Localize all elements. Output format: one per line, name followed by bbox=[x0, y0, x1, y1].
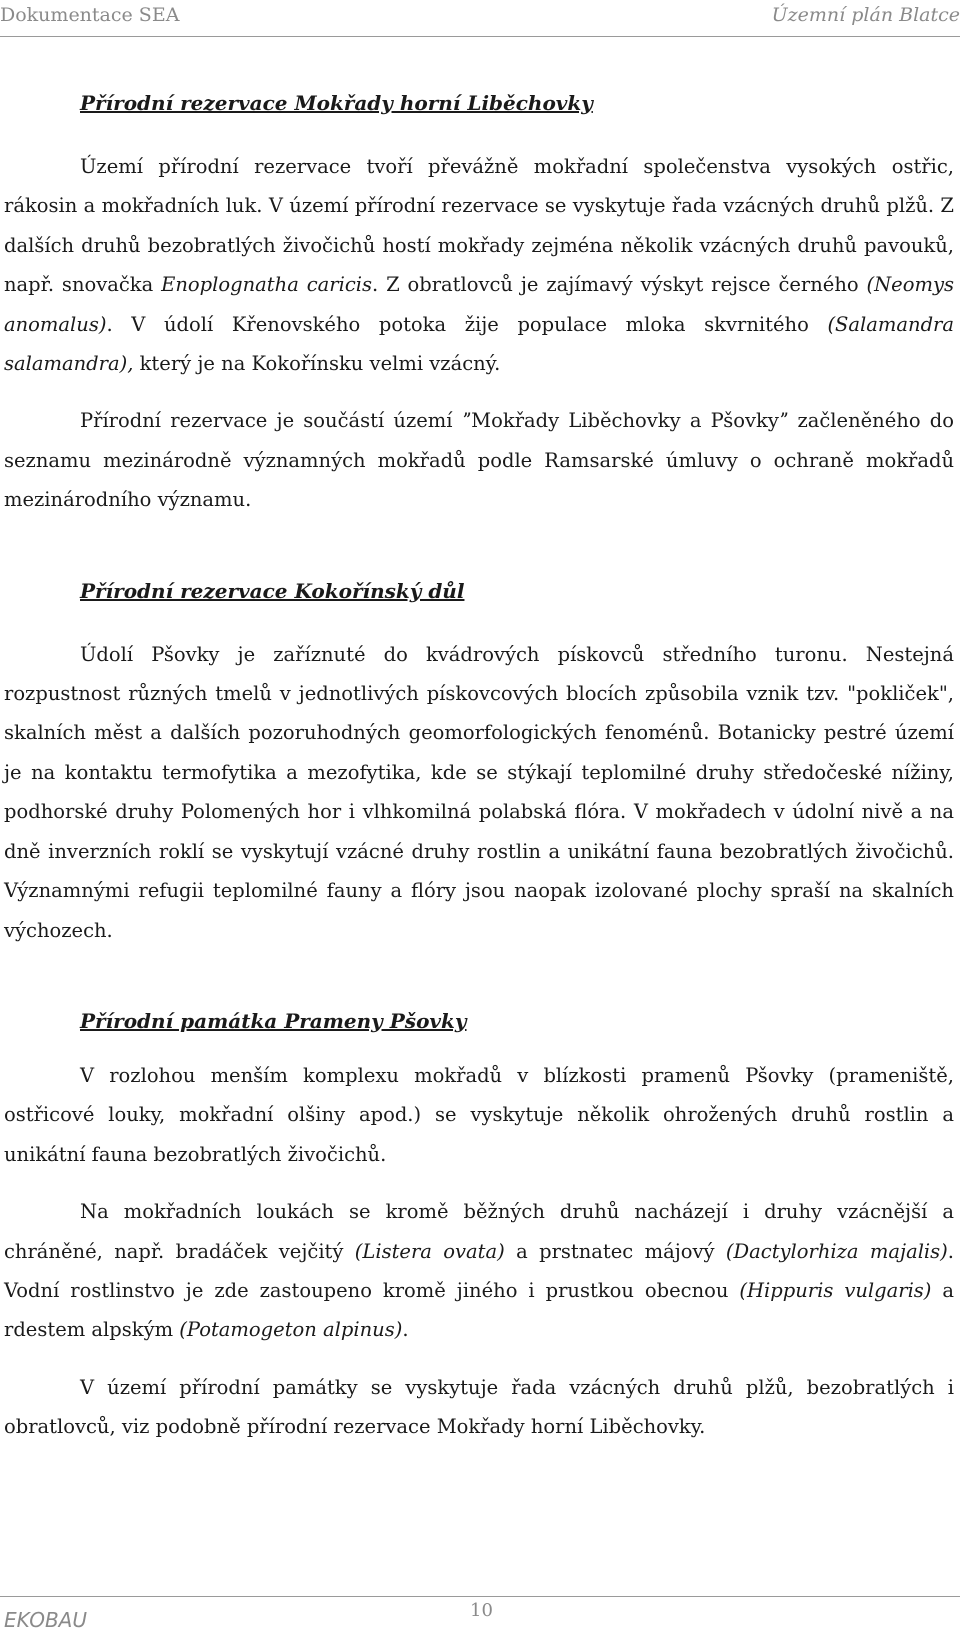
page-header bbox=[0, 0, 960, 40]
page-body bbox=[4, 86, 954, 1447]
paragraph-kokorinsky-dul: Údolí Pšovky je zaříznuté do kvádrových pískovců středního turonu. Nestejná rozpustnost různých tmelů v jednotlivých pískovcových blocích způsobila vznik tzv. "pokliček", skalních měst a dalších pozoruhodných geomorfologických fenoménů. Botanicky pestré území je na kontaktu termofytika a mezofytika, kde se stýkají teplomilné druhy středočeské nížiny, podhorské druhy Polomených hor i vlhkomilná polabská flóra. V mokřadech v údolní nivě a na dně inverzních roklí se vyskytují vzácné druhy rostlin a unikátní fauna bezobratlých živočichů. Významnými refugii teplomilné fauny a flóry jsou naopak izolované plochy spraší na skalních výchozech. bbox=[4, 642, 954, 942]
page-number: 10 bbox=[470, 1600, 493, 1621]
footer-company: EKOBAU bbox=[4, 1608, 87, 1632]
paragraph-mokrady-1: Území přírodní rezervace tvoří převážně mokřadní společenstva vysokých ostřic, rákosin a mokřadních luk. V území přírodní rezervace se vyskytuje řada vzácných druhů plžů. Z dalších druhů bezobratlých živočichů hostí mokřady zejména několik vzácných druhů pavouků, např. snovačka Enoplognatha caricis. Z obratlovců je zajímavý výskyt rejsce černého (Neomys anomalus). V údolí Křenovského potoka žije populace mloka skvrnitého (Salamandra salamandra), který je na Kokořínsku velmi vzácný. bbox=[4, 155, 954, 376]
paragraph-prameny-3: V území přírodní památky se vyskytuje řada vzácných druhů plžů, bezobratlých i obratlovců, viz podobně přírodní rezervace Mokřady horní Liběchovky. bbox=[4, 1375, 954, 1439]
header-divider bbox=[0, 36, 960, 37]
paragraph-mokrady-2: Přírodní rezervace je součástí území ˮMokřady Liběchovky a Pšovkyˮ začleněného do seznamu mezinárodně významných mokřadů podle Ramsarské úmluvy o ochraně mokřadů mezinárodního významu. bbox=[4, 409, 954, 512]
header-plan-title: Územní plán Blatce bbox=[771, 4, 960, 26]
paragraph-prameny-2: Na mokřadních loukách se kromě běžných druhů nacházejí i druhy vzácnější a chráněné, např. bradáček vejčitý (Listera ovata) a prstnatec májový (Dactylorhiza majalis). Vodní rostlinstvo je zde zastoupeno kromě jiného i prustkou obecnou (Hippuris vulgaris) a rdestem alpským (Potamogeton alpinus). bbox=[4, 1200, 955, 1342]
section-heading-kokorinsky-dul: Přírodní rezervace Kokořínský důl bbox=[80, 578, 465, 603]
paragraph-prameny-1: V rozlohou menším komplexu mokřadů v blízkosti pramenů Pšovky (prameniště, ostřicové louky, mokřadní olšiny apod.) se vyskytuje několik ohrožených druhů rostlin a unikátní fauna bezobratlých živočichů. bbox=[4, 1063, 954, 1166]
section-heading-mokrady: Přírodní rezervace Mokřady horní Liběchovky bbox=[80, 91, 593, 115]
section-heading-prameny-psovky: Přírodní památka Prameny Pšovky bbox=[80, 1008, 467, 1033]
page-footer bbox=[0, 1596, 960, 1634]
footer-divider bbox=[0, 1596, 960, 1597]
header-document-title: Dokumentace SEA bbox=[0, 4, 180, 26]
